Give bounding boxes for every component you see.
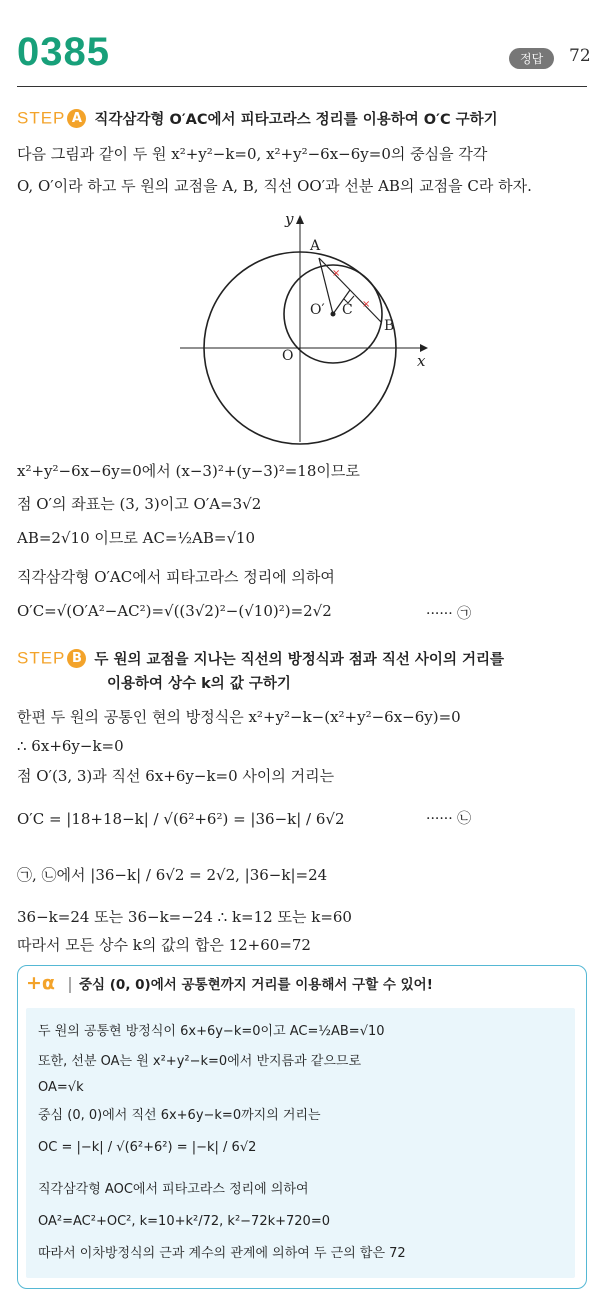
text-line: OA=√k bbox=[38, 1080, 84, 1095]
label-c: C bbox=[342, 302, 353, 318]
alpha-title: 중심 (0, 0)에서 공통현까지 거리를 이용해서 구할 수 있어! bbox=[69, 977, 433, 993]
text-line: x²+y²−6x−6y=0에서 (x−3)²+(y−3)²=18이므로 bbox=[17, 462, 360, 480]
text-line: 따라서 모든 상수 k의 값의 합은 12+60=72 bbox=[17, 936, 311, 954]
label-o-prime: O′ bbox=[310, 302, 325, 318]
step-b-heading-cont bbox=[107, 672, 291, 693]
text-line: ㉠, ㉡에서 |36−k| / 6√2 = 2√2, |36−k|=24 bbox=[17, 866, 328, 884]
text-line: 직각삼각형 AOC에서 피타고라스 정리에 의하여 bbox=[38, 1182, 309, 1197]
text-line: AB=2√10 이므로 AC=½AB=√10 bbox=[17, 529, 256, 547]
step-label: STEP bbox=[17, 108, 66, 128]
text-line: 36−k=24 또는 36−k=−24 ∴ k=12 또는 k=60 bbox=[17, 908, 352, 926]
text-line: O, O′이라 하고 두 원의 교점을 A, B, 직선 OO′과 선분 AB의 교점을 C라 하자. bbox=[17, 177, 532, 195]
x-axis-arrow bbox=[420, 344, 428, 352]
text-line: 점 O′(3, 3)과 직선 6x+6y−k=0 사이의 거리는 bbox=[17, 767, 335, 785]
label-o: O bbox=[282, 348, 294, 364]
tick-mark: × bbox=[362, 299, 371, 310]
alpha-logo: +α bbox=[26, 972, 55, 994]
alpha-header bbox=[26, 972, 433, 994]
answer-badge: 정답 bbox=[509, 48, 554, 69]
alpha-content bbox=[26, 1008, 575, 1278]
point-o-prime bbox=[331, 312, 336, 317]
label-a: A bbox=[310, 238, 321, 254]
step-a-heading bbox=[17, 108, 498, 129]
circles-figure bbox=[170, 210, 440, 450]
text-line: 직각삼각형 O′AC에서 피타고라스 정리에 의하여 bbox=[17, 568, 335, 586]
step-title: 두 원의 교점을 지나는 직선의 방정식과 점과 직선 사이의 거리를 bbox=[94, 652, 505, 668]
problem-header bbox=[17, 30, 591, 87]
text-line: O′C=√(O′A²−AC²)=√((3√2)²−(√10)²)=2√2 bbox=[17, 602, 332, 620]
text-line: 중심 (0, 0)에서 직선 6x+6y−k=0까지의 거리는 bbox=[38, 1108, 321, 1123]
step-title: 직각삼각형 O′AC에서 피타고라스 정리를 이용하여 O′C 구하기 bbox=[94, 112, 498, 128]
text-line: 따라서 이차방정식의 근과 계수의 관계에 의하여 두 근의 합은 72 bbox=[38, 1246, 406, 1261]
y-axis-arrow bbox=[296, 215, 304, 224]
text-line: OC = |−k| / √(6²+6²) = |−k| / 6√2 bbox=[38, 1140, 257, 1155]
label-x: x bbox=[417, 352, 426, 370]
label-y: y bbox=[285, 210, 294, 228]
step-letter: B bbox=[67, 649, 86, 668]
step-title: 이용하여 상수 k의 값 구하기 bbox=[107, 676, 291, 692]
text-line: 두 원의 공통현 방정식이 6x+6y−k=0이고 AC=½AB=√10 bbox=[38, 1024, 385, 1039]
step-letter: A bbox=[67, 109, 86, 128]
tick-mark: × bbox=[332, 268, 341, 279]
alpha-tip-box bbox=[17, 965, 587, 1289]
text-line: 한편 두 원의 공통인 현의 방정식은 x²+y²−k−(x²+y²−6x−6y)=0 bbox=[17, 708, 461, 726]
equation-marker-1: ······ ㉠ bbox=[426, 606, 472, 622]
equation-marker-2: ······ ㉡ bbox=[426, 811, 472, 827]
problem-number: 0385 bbox=[17, 30, 110, 74]
text-line: OA²=AC²+OC², k=10+k²/72, k²−72k+720=0 bbox=[38, 1214, 330, 1229]
label-b: B bbox=[384, 318, 395, 334]
answer-value: 72 bbox=[569, 46, 591, 66]
text-line: 점 O′의 좌표는 (3, 3)이고 O′A=3√2 bbox=[17, 495, 262, 513]
text-line: O′C = |18+18−k| / √(6²+6²) = |36−k| / 6√2 bbox=[17, 810, 345, 828]
step-b-heading bbox=[17, 648, 504, 669]
text-line: ∴ 6x+6y−k=0 bbox=[17, 737, 124, 755]
step-label: STEP bbox=[17, 648, 66, 668]
text-line: 다음 그림과 같이 두 원 x²+y²−k=0, x²+y²−6x−6y=0의 중심을 각각 bbox=[17, 145, 488, 163]
text-line: 또한, 선분 OA는 원 x²+y²−k=0에서 반지름과 같으므로 bbox=[38, 1054, 362, 1069]
